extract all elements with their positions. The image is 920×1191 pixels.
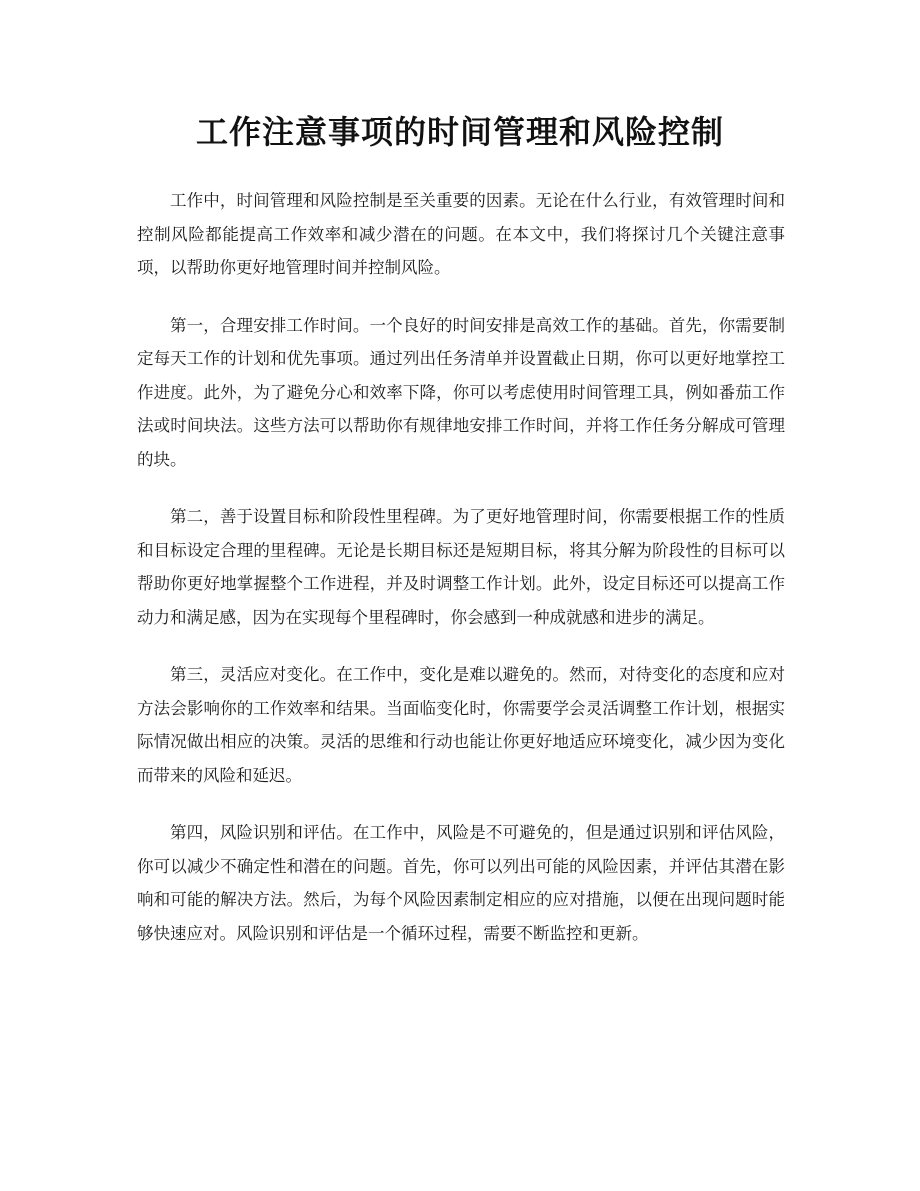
document-title: 工作注意事项的时间管理和风险控制	[195, 113, 724, 151]
paragraph-intro: 工作中，时间管理和风险控制是至关重要的因素。无论在什么行业，有效管理时间和控制风险都能提高工作效率和减少潜在的问题。在本文中，我们将探讨几个关键注意事项，以帮助你更好地管理时间并控制风险。	[137, 191, 785, 277]
paragraph-fourth: 第四，风险识别和评估。在工作中，风险是不可避免的，但是通过识别和评估风险，你可以减少不确定性和潜在的问题。首先，你可以列出可能的风险因素，并评估其潜在影响和可能的解决方法。然后，为每个风险因素制定相应的应对措施，以便在出现问题时能够快速应对。风险识别和评估是一个循环过程，需要不断监控和更新。	[137, 823, 785, 943]
paragraph-third: 第三，灵活应对变化。在工作中，变化是难以避免的。然而，对待变化的态度和应对方法会影响你的工作效率和结果。当面临变化时，你需要学会灵活调整工作计划，根据实际情况做出相应的决策。灵活的思维和行动也能让你更好地适应环境变化，减少因为变化而带来的风险和延迟。	[137, 665, 785, 785]
paragraph-second: 第二，善于设置目标和阶段性里程碑。为了更好地管理时间，你需要根据工作的性质和目标设定合理的里程碑。无论是长期目标还是短期目标，将其分解为阶段性的目标可以帮助你更好地掌握整个工作进程，并及时调整工作计划。此外，设定目标还可以提高工作动力和满足感，因为在实现每个里程碑时，你会感到一种成就感和进步的满足。	[137, 507, 785, 627]
paragraph-first: 第一，合理安排工作时间。一个良好的时间安排是高效工作的基础。首先，你需要制定每天工作的计划和优先事项。通过列出任务清单并设置截止日期，你可以更好地掌控工作进度。此外，为了避免分心和效率下降，你可以考虑使用时间管理工具，例如番茄工作法或时间块法。这些方法可以帮助你有规律地安排工作时间，并将工作任务分解成可管理的块。	[137, 315, 785, 469]
document-body	[137, 184, 785, 974]
